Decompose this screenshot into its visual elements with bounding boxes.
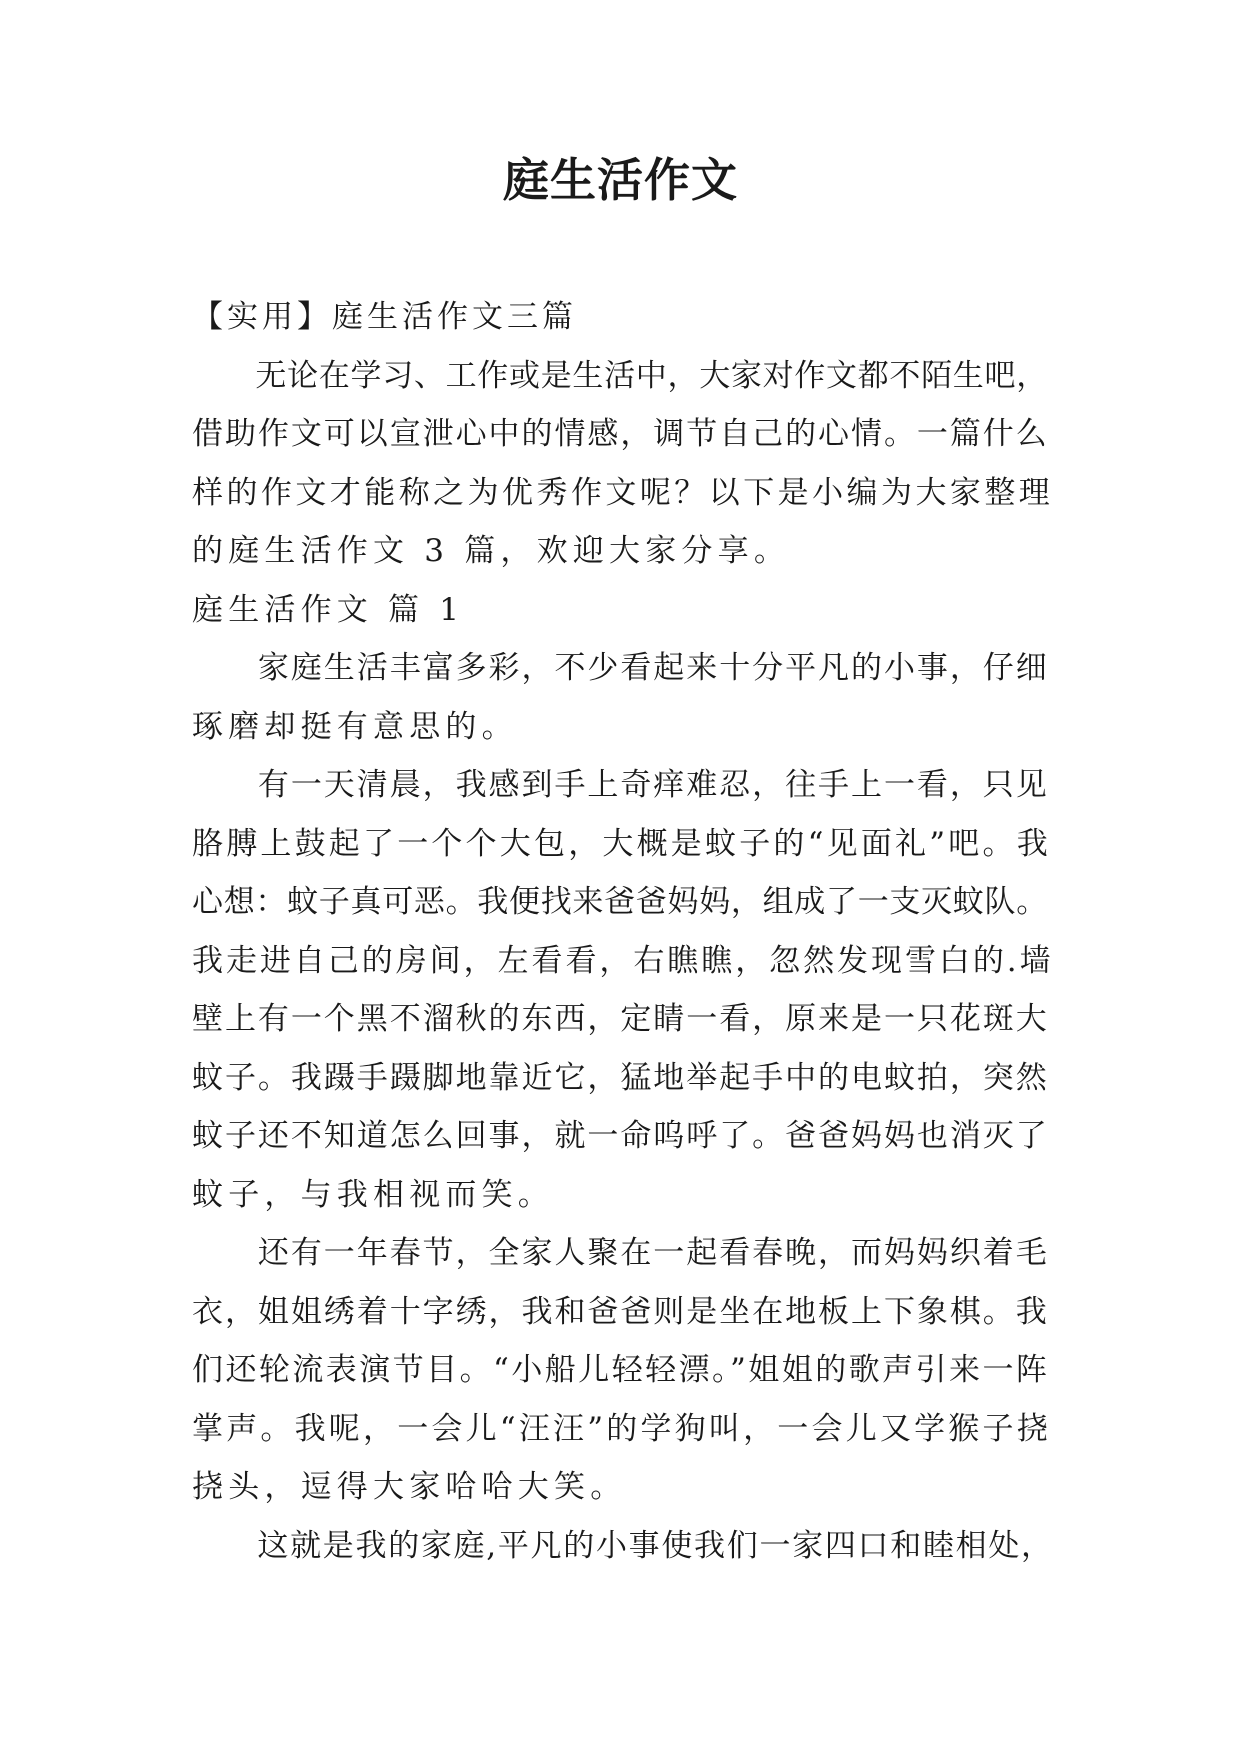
body-line: 掌声。我呢，一会儿“汪汪”的学狗叫，一会儿又学猴子挠: [192, 1410, 1051, 1447]
body-line: 这就是我的家庭,平凡的小事使我们一家四口和睦相处，: [192, 1527, 1054, 1564]
body-line: 家庭生活丰富多彩，不少看起来十分平凡的小事，仔细: [192, 650, 1049, 686]
body-line: 我走进自己的房间，左看看，右瞧瞧，忽然发现雪白的.墙: [192, 942, 1054, 979]
body-line: 借助作文可以宣泄心中的情感，调节自己的心情。一篇什么: [192, 416, 1049, 452]
body-line: 壁上有一个黑不溜秋的东西，定睛一看，原来是一只花斑大: [192, 1001, 1049, 1037]
body-line: 蚊子。我蹑手蹑脚地靠近它，猛地举起手中的电蚊拍，突然: [192, 1059, 1049, 1096]
body-line: 无论在学习、工作或是生活中，大家对作文都不陌生吧，: [192, 357, 1048, 394]
body-line: 样的作文才能称之为优秀作文呢？以下是小编为大家整理: [192, 474, 1054, 511]
document-body: [192, 288, 1054, 1575]
body-line: 心想：蚊子真可恶。我便找来爸爸妈妈，组成了一支灭蚊队。: [192, 884, 1048, 920]
body-line: 蚊子，与我相视而笑。: [192, 1176, 554, 1213]
body-line: 琢磨却挺有意思的。: [192, 708, 518, 745]
body-line: 挠头，逗得大家哈哈大笑。: [192, 1469, 627, 1505]
body-line: 们还轮流表演节目。“小船儿轻轻漂。”姐姐的歌声引来一阵: [192, 1352, 1050, 1388]
body-line: 的庭生活作文 3 篇，欢迎大家分享。: [192, 533, 791, 569]
document-title: 庭生活作文: [503, 153, 738, 207]
body-line: 有一天清晨，我感到手上奇痒难忍，往手上一看，只见: [192, 767, 1049, 803]
body-line: 还有一年春节，全家人聚在一起看春晚，而妈妈织着毛: [192, 1235, 1049, 1271]
document-subtitle: 【实用】庭生活作文三篇: [192, 299, 577, 335]
section-heading: 庭生活作文 篇 1: [192, 591, 465, 628]
body-line: 蚊子还不知道怎么回事，就一命呜呼了。爸爸妈妈也消灭了: [192, 1118, 1049, 1154]
body-line: 衣，姐姐绣着十字绣，我和爸爸则是坐在地板上下象棋。我: [192, 1293, 1049, 1330]
body-line: 胳膊上鼓起了一个个大包，大概是蚊子的“见面礼”吧。我: [192, 825, 1051, 862]
